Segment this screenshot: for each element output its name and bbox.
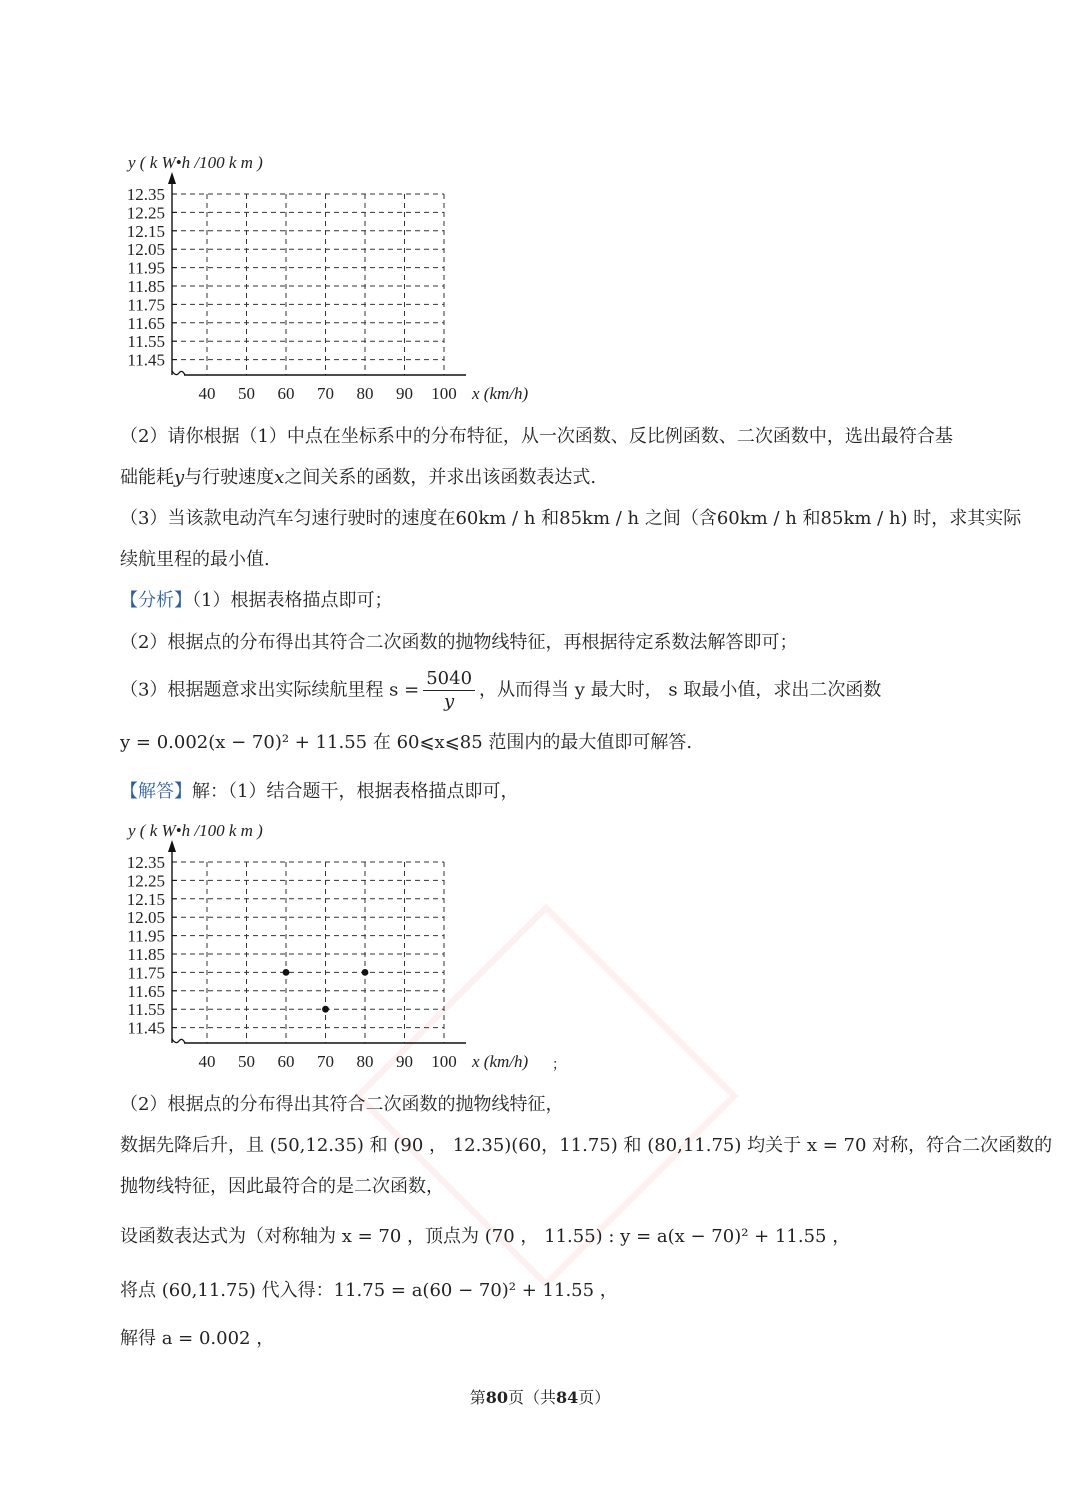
fraction-numerator: 5040 [423, 668, 475, 691]
footer-prefix: 第 [469, 1388, 486, 1407]
solution-text-1: 解：（1）结合题干，根据表格描点即可， [192, 781, 519, 802]
data-point [362, 969, 369, 976]
x-tick-label: 40 [198, 1052, 216, 1071]
question-3-line-2: 续航里程的最小值. [120, 549, 270, 570]
y-tick-label: 11.85 [127, 277, 165, 296]
x-tick-label: 100 [431, 1052, 457, 1071]
x-tick-label: 50 [238, 1052, 255, 1071]
y-tick-label: 12.35 [126, 185, 165, 204]
axis-break-mark [172, 1039, 185, 1043]
y-tick-label: 12.05 [126, 908, 165, 928]
y-tick-label: 11.45 [127, 350, 165, 370]
energy-chart-plotted [110, 818, 580, 1078]
x-tick-label: 90 [396, 1052, 413, 1071]
analysis-line-2: （2）根据点的分布得出其符合二次函数的抛物线特征，再根据待定系数法解答即可； [120, 632, 798, 653]
q2-text-c: 之间关系的函数，并求出该函数表达式. [284, 467, 597, 488]
analysis-text-3b: ，从而得当 y 最大时， s 取最小值，求出二次函数 [479, 679, 882, 701]
x-tick-label: 60 [277, 1052, 295, 1071]
fraction-5040-over-y [423, 668, 475, 713]
y-tick-label: 11.85 [127, 945, 165, 964]
y-tick-label: 11.75 [127, 963, 165, 983]
y-tick-label: 11.55 [127, 1000, 165, 1020]
y-tick-label: 11.65 [127, 981, 165, 1001]
y-axis-arrow [168, 840, 176, 852]
q2-text-b: 与行驶速度 [184, 467, 275, 488]
y-tick-label: 12.05 [126, 240, 165, 260]
y-tick-label: 11.55 [127, 332, 165, 352]
solution-line-2: （2）根据点的分布得出其符合二次函数的抛物线特征， [120, 1094, 564, 1115]
solution-tag: 【解答】 [120, 781, 192, 802]
analysis-line-4: y = 0.002(x − 70)² + 11.55 在 60⩽x⩽85 范围内的最大值即可解答. [120, 732, 693, 753]
y-tick-label: 11.95 [127, 926, 165, 946]
question-2-line-1: （2）请你根据（1）中点在坐标系中的分布特征，从一次函数、反比例函数、二次函数中，选出最符合基 [120, 426, 953, 447]
analysis-tag: 【分析】 [120, 590, 192, 611]
y-axis-label: y ( k W•h /100 k m ) [128, 153, 263, 172]
footer-total-pages: 84 [556, 1388, 579, 1407]
analysis-line-1 [120, 588, 970, 614]
data-point [322, 1006, 329, 1013]
x-tick-label: 90 [396, 384, 413, 403]
y-tick-label: 11.65 [127, 313, 165, 333]
y-tick-label: 12.15 [126, 889, 165, 909]
y-tick-label: 12.25 [126, 203, 165, 223]
var-y: y [174, 467, 185, 488]
solution-line-4: 抛物线特征，因此最符合的是二次函数， [120, 1176, 444, 1197]
x-axis-label: x (km/h) [472, 384, 529, 403]
question-3-line-1: （3）当该款电动汽车匀速行驶时的速度在60km / h 和85km / h 之间（含60km / h 和85km / h) 时，求其实际 [120, 508, 1022, 529]
footer-suffix: 页） [578, 1388, 611, 1407]
x-tick-label: 80 [356, 1052, 374, 1071]
x-tick-label: 50 [238, 384, 255, 403]
solution-line-5: 设函数表达式为（对称轴为 x = 70 ，顶点为 (70 ， 11.55) : y = a(x − 70)² + 11.55 ， [120, 1226, 851, 1247]
x-tick-label: 60 [277, 384, 295, 403]
x-tick-label: 100 [431, 384, 457, 403]
solution-line-7: 解得 a = 0.002 ， [120, 1328, 275, 1349]
x-tick-label: 80 [356, 384, 374, 403]
page-footer [0, 1387, 1080, 1409]
y-tick-label: 12.15 [126, 221, 165, 241]
energy-chart-blank [110, 150, 580, 410]
y-tick-label: 11.95 [127, 258, 165, 278]
axis-break-mark [172, 371, 185, 375]
fraction-denominator: y [444, 691, 455, 712]
x-axis-label: x (km/h) [472, 1052, 529, 1071]
data-point [283, 969, 290, 976]
question-2-line-2 [120, 465, 970, 491]
trailing-punctuation: ； [552, 1058, 566, 1073]
analysis-line-3 [120, 668, 970, 713]
solution-line-1 [120, 779, 970, 805]
y-tick-label: 12.25 [126, 871, 165, 891]
y-tick-label: 12.35 [126, 853, 165, 872]
x-tick-label: 70 [317, 384, 334, 403]
y-tick-label: 11.45 [127, 1018, 165, 1038]
solution-line-6: 将点 (60,11.75) 代入得：11.75 = a(60 − 70)² + 11.55 ， [120, 1280, 618, 1301]
solution-line-3: 数据先降后升，且 (50,12.35) 和 (90 ， 12.35)(60，11.75) 和 (80,11.75) 均关于 x = 70 对称，符合二次函数的 [120, 1135, 1053, 1156]
analysis-text-1: （1）根据表格描点即可； [192, 590, 393, 611]
footer-page-number: 80 [485, 1388, 508, 1407]
var-x: x [274, 467, 285, 488]
y-axis-arrow [168, 172, 176, 184]
x-tick-label: 40 [198, 384, 216, 403]
x-tick-label: 70 [317, 1052, 334, 1071]
q2-text-a: 础能耗 [120, 467, 174, 488]
analysis-text-3a: （3）根据题意求出实际续航里程 s = [120, 679, 420, 701]
footer-middle: 页（共 [507, 1388, 556, 1407]
y-axis-label: y ( k W•h /100 k m ) [128, 821, 263, 840]
y-tick-label: 11.75 [127, 295, 165, 315]
